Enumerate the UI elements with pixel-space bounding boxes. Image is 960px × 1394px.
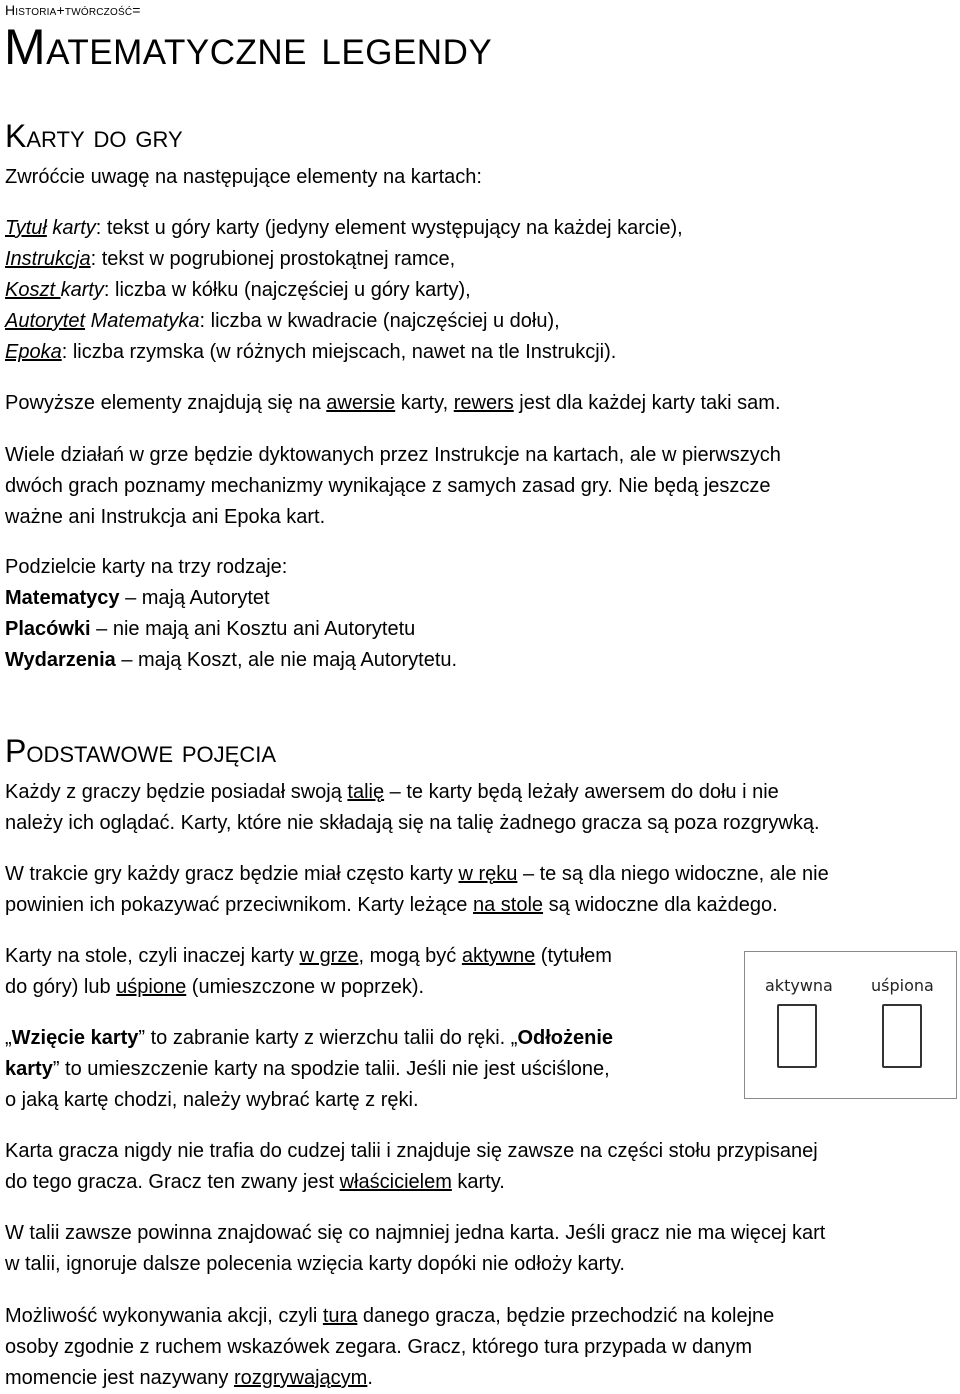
paragraph-in-play: Karty na stole, czyli inaczej karty w grze, mogą być aktywne (tytułem do góry) lub uśpione (umieszczone w poprzek).	[5, 945, 612, 998]
paragraph-draw: „Wzięcie karty” to zabranie karty z wierzchu talii do ręki. „Odłożenie karty” to umieszczenie karty na spodzie talii. Jeśli nie jest uściślone, o jaką kartę chodzi, należy wybrać kartę z ręki.	[5, 1027, 614, 1111]
list-item: Instrukcja: tekst w pogrubionej prostokątnej ramce,	[5, 248, 456, 270]
list-item: Tytuł karty: tekst u góry karty (jedyny element występujący na każdej karcie),	[5, 217, 683, 239]
paragraph-card-types: Podzielcie karty na trzy rodzaje: Matematycy – mają Autorytet Placówki – nie mają ani Kosztu ani Autorytetu Wydarzenia – mają Koszt, ale nie mają Autorytetu.	[5, 556, 458, 671]
header-tag: Historia+twórczość=	[5, 2, 141, 18]
active-card-shape	[777, 1004, 817, 1068]
paragraph-awers: Powyższe elementy znajdują się na awersie karty, rewers jest dla każdej karty taki sam.	[5, 392, 781, 414]
label-active: aktywna	[765, 976, 833, 995]
list-item: Placówki – nie mają ani Kosztu ani Autorytetu	[5, 618, 416, 640]
paragraph-actions: Wiele działań w grze będzie dyktowanych przez Instrukcje na kartach, ale w pierwszych dwóch grach poznamy mechanizmy wynikające z samych zasad gry. Nie będą jeszcze ważne ani Instrukcja ani Epoka kart.	[5, 444, 781, 528]
list-item: Koszt karty: liczba w kółku (najczęściej u góry karty),	[5, 279, 471, 301]
list-item: Wydarzenia – mają Koszt, ale nie mają Autorytetu.	[5, 649, 458, 671]
sleeping-card-shape	[882, 1004, 922, 1068]
paragraph-deck: Każdy z graczy będzie posiadał swoją talię – te karty będą leżały awersem do dołu i nie należy ich oglądać. Karty, które nie składają się na talię żadnego gracza są poza rozgrywką.	[5, 781, 820, 834]
label-sleeping: uśpiona	[871, 976, 934, 995]
paragraph-turn: Możliwość wykonywania akcji, czyli tura danego gracza, będzie przechodzić na kolejne osoby zgodnie z ruchem wskazówek zegara. Gracz, którego tura przypada w danym momencie jest nazywany rozgrywającym.	[5, 1305, 775, 1389]
page-title: Matematyczne legendy	[4, 19, 493, 75]
card-elements-list	[5, 213, 955, 368]
intro-text: Zwróćcie uwagę na następujące elementy na kartach:	[5, 166, 482, 188]
list-item: Autorytet Matematyka: liczba w kwadracie (najczęściej u dołu),	[5, 310, 560, 332]
section-heading-concepts: Podstawowe pojęcia	[5, 733, 277, 769]
paragraph-hand: W trakcie gry każdy gracz będzie miał często karty w ręku – te są dla niego widoczne, ale nie powinien ich pokazywać przeciwnikom. Karty leżące na stole są widoczne dla każdego.	[5, 863, 829, 916]
paragraph-owner: Karta gracza nigdy nie trafia do cudzej talii i znajduje się zawsze na części stołu przypisanej do tego gracza. Gracz ten zwany jest właścicielem karty.	[5, 1140, 818, 1193]
paragraph-deck-rule: W talii zawsze powinna znajdować się co najmniej jedna karta. Jeśli gracz nie ma więcej kart w talii, ignoruje dalsze polecenia wzięcia karty dopóki nie odłoży karty.	[5, 1222, 826, 1275]
list-item: Matematycy – mają Autorytet	[5, 587, 270, 609]
card-orientation-figure	[744, 951, 957, 1099]
list-item: Epoka: liczba rzymska (w różnych miejscach, nawet na tle Instrukcji).	[5, 341, 617, 363]
section-heading-cards: Karty do gry	[5, 118, 183, 154]
